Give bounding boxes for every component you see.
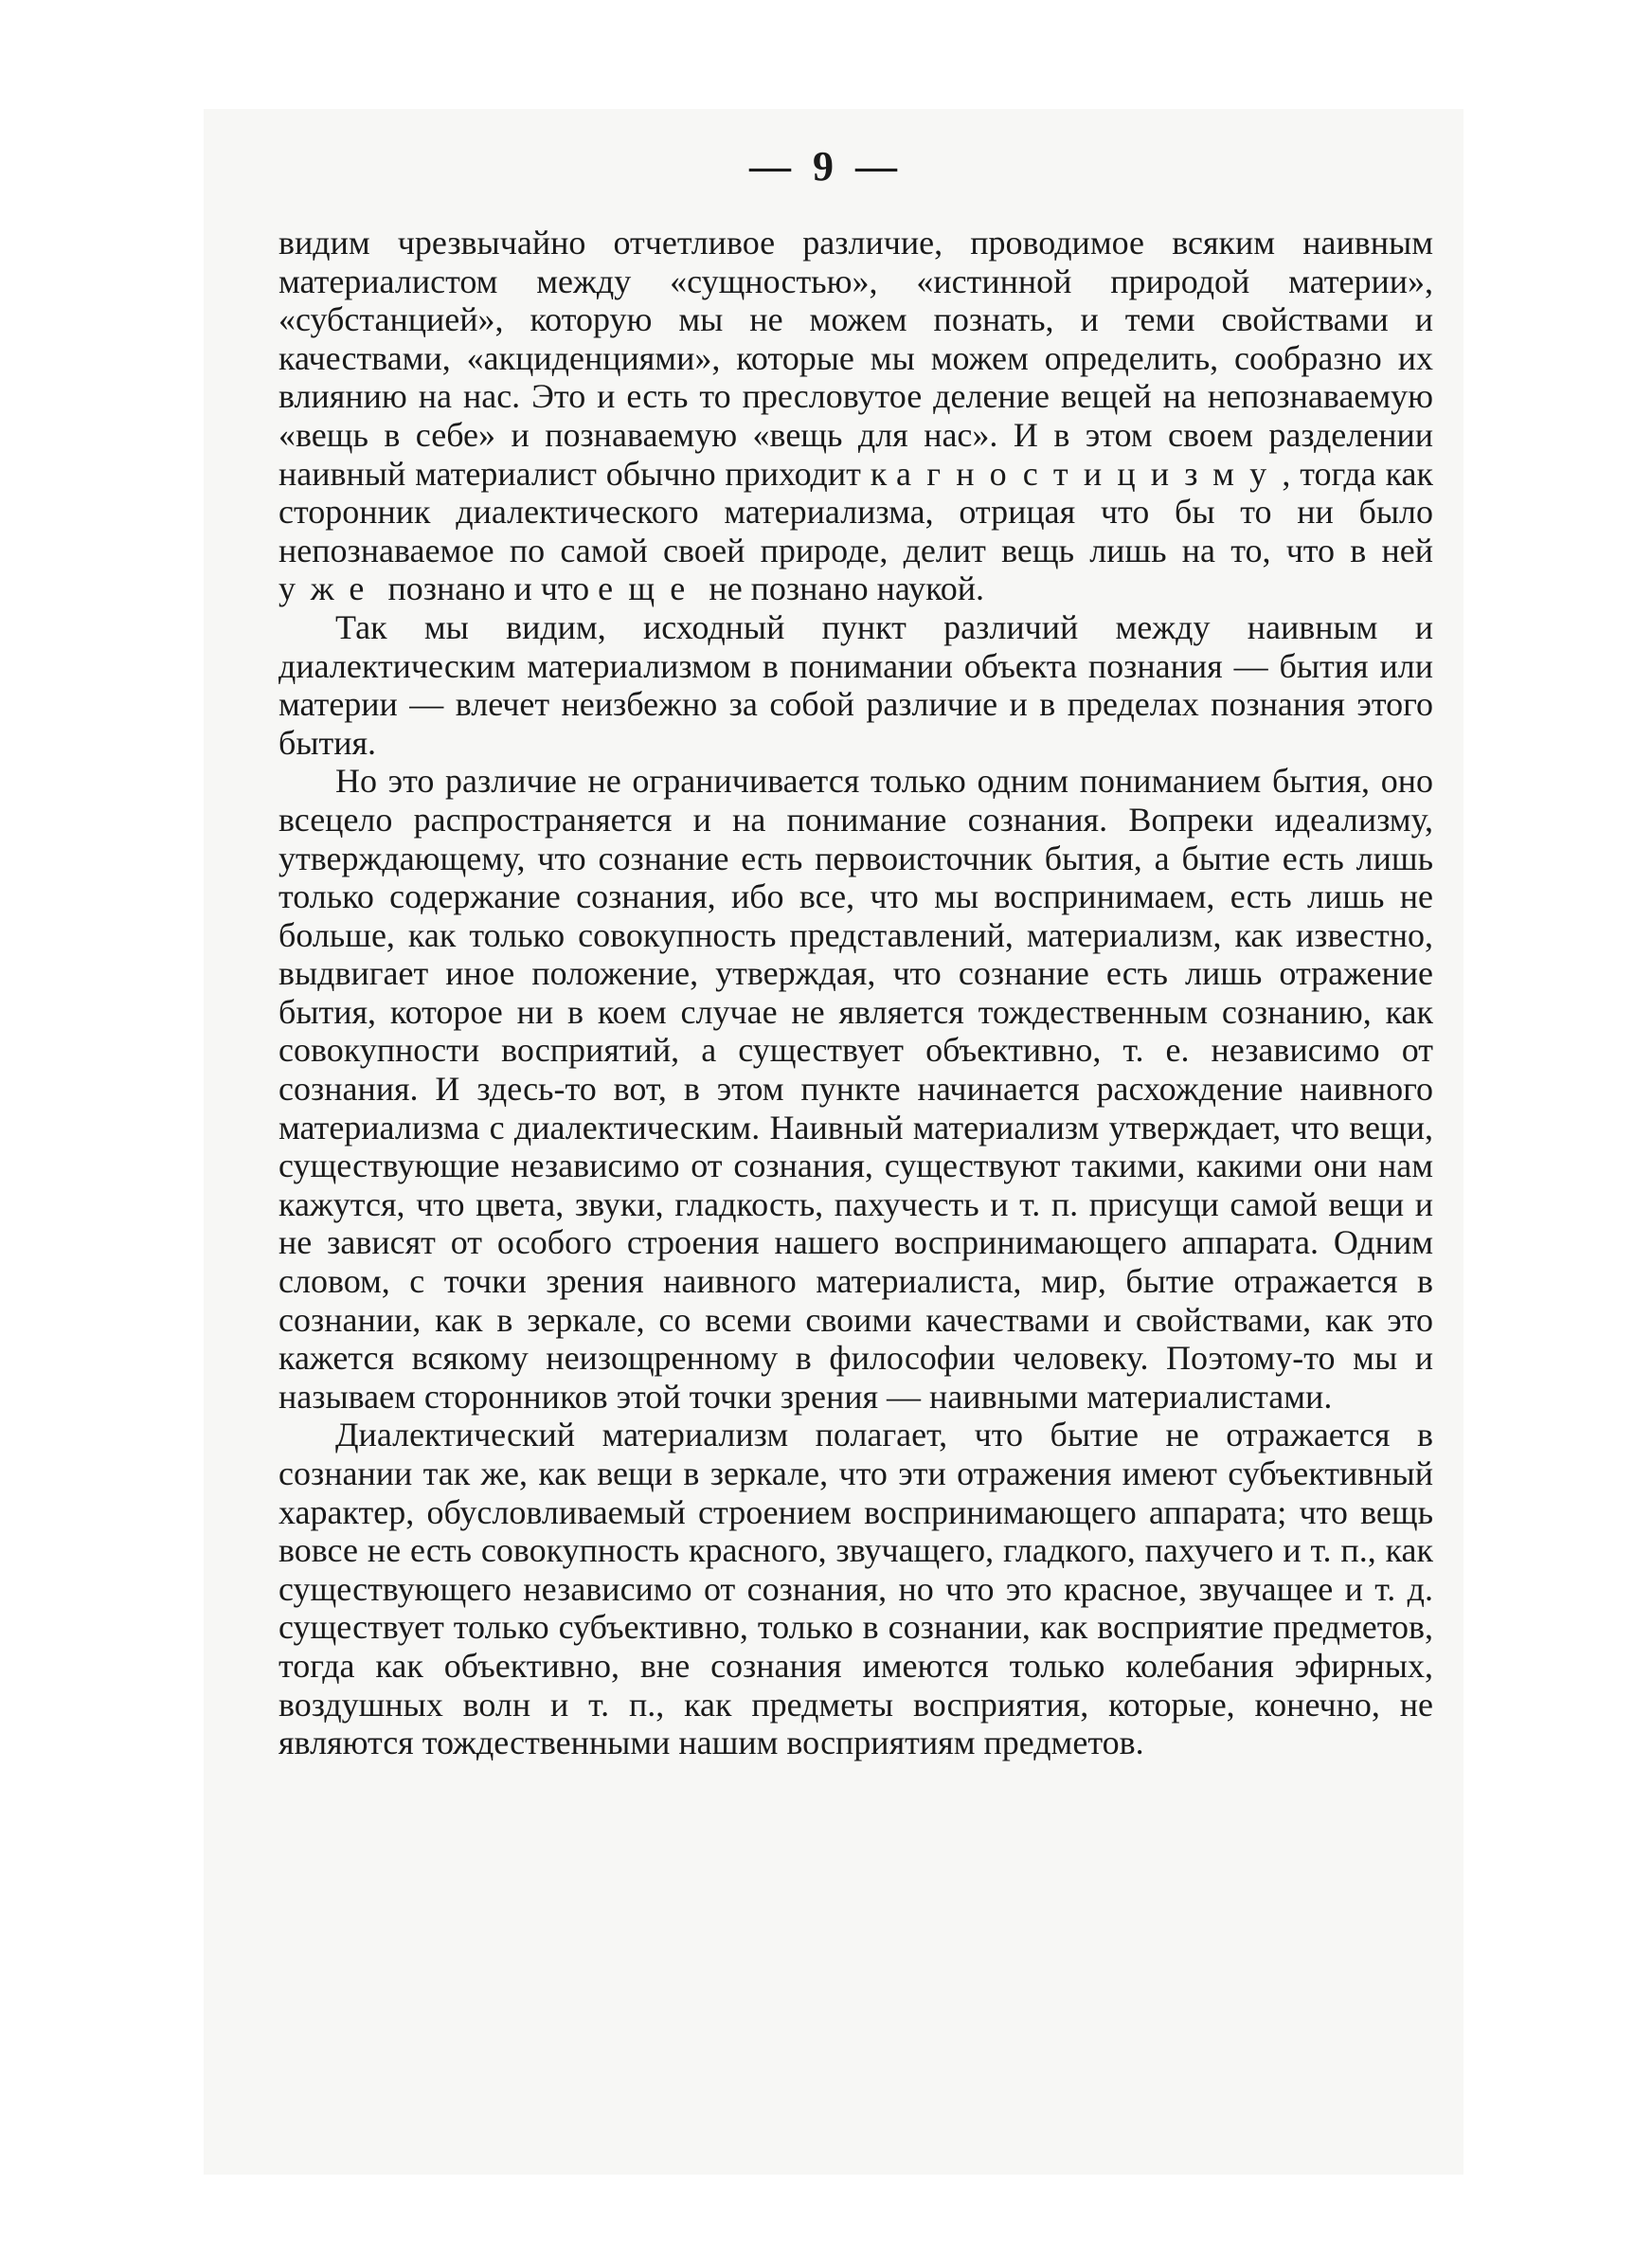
spaced-word-still: еще xyxy=(598,569,701,608)
paragraph-3: Но это различие не ограничивается только одним пониманием бытия, оно всецело распространяется и на понимание сознания. Вопреки идеализму, утверждающему, что сознание есть первоисточник бытия, а бытие есть лишь только содержание сознания, ибо все, что мы воспринимаем, есть лишь не больше, как только совокупность представлений, материализм, как известно, выдвигает иное положение, утверждая, что сознание есть лишь отражение бытия, которое ни в коем случае не является тождественным сознанию, как совокупности восприятий, а существует объективно, т. е. независимо от сознания. И здесь-то вот, в этом пункте начинается расхождение наивного материализма с диалектическим. Наивный материализм утверждает, что вещи, существующие независимо от сознания, существуют такими, какими они нам кажутся, что цвета, звуки, гладкость, пахучесть и т. п. присущи самой вещи и не зависят от особого строения нашего воспринимающего аппарата. Одним словом, с точки зрения наивного материалиста, мир, бытие отражается в сознании, как в зеркале, со всеми своими качествами и свойствами, как это кажется всякому неизощренному в философии человеку. Поэтому-то мы и называем сторонников этой точки зрения — наивными материалистами. xyxy=(278,762,1433,1416)
paragraph-1-part-2: , тогда как сторонник диалектического материализма, отрицая что бы то ни было непознаваемое по самой своей природе, делит вещь лишь на то, что в ней xyxy=(278,454,1433,569)
paragraph-4: Диалектический материализм полагает, что бытие не отражается в сознании так же, как вещи в зеркале, что эти отражения имеют субъективный характер, обусловливаемый строением воспринимающего аппарата; что вещь вовсе не есть совокупность красного, звучащего, гладкого, пахучего и т. п., как существующего независимо от сознания, но что это красное, звучащее и т. д. существует только субъективно, только в сознании, как восприятие предметов, тогда как объективно, вне сознания имеются только колебания эфирных, воздушных волн и т. п., как предметы восприятия, которые, конечно, не являются тождественными нашим восприятиям предметов. xyxy=(278,1416,1433,1762)
body-text xyxy=(278,224,1433,1762)
page-number: — 9 — xyxy=(749,143,903,190)
paragraph-1-part-4: не познано наукой. xyxy=(700,569,985,608)
paragraph-1-part-3: познано и что xyxy=(379,569,599,608)
paragraph-1-part-1: видим чрезвычайно отчетливое различие, проводимое всяким наивным материалистом между «сущностью», «истинной природой материи», «субстанцией», которую мы не можем познать, и теми свойствами и качествами, «акциденциями», которые мы можем определить, сообразно их влиянию на нас. Это и есть то пресловутое деление вещей на непознаваемую «вещь в себе» и познаваемую «вещь для нас». И в этом своем разделении наивный материалист обычно приходит к xyxy=(278,224,1433,493)
paragraph-2: Так мы видим, исходный пункт различий между наивным и диалектическим материализмом в понимании объекта познания — бытия или материи — влечет неизбежно за собой различие и в пределах познания этого бытия. xyxy=(278,607,1433,762)
spaced-word-agnosticism: агностицизму xyxy=(896,454,1283,493)
paragraph-1 xyxy=(278,224,1433,608)
spaced-word-already: уже xyxy=(278,569,380,608)
